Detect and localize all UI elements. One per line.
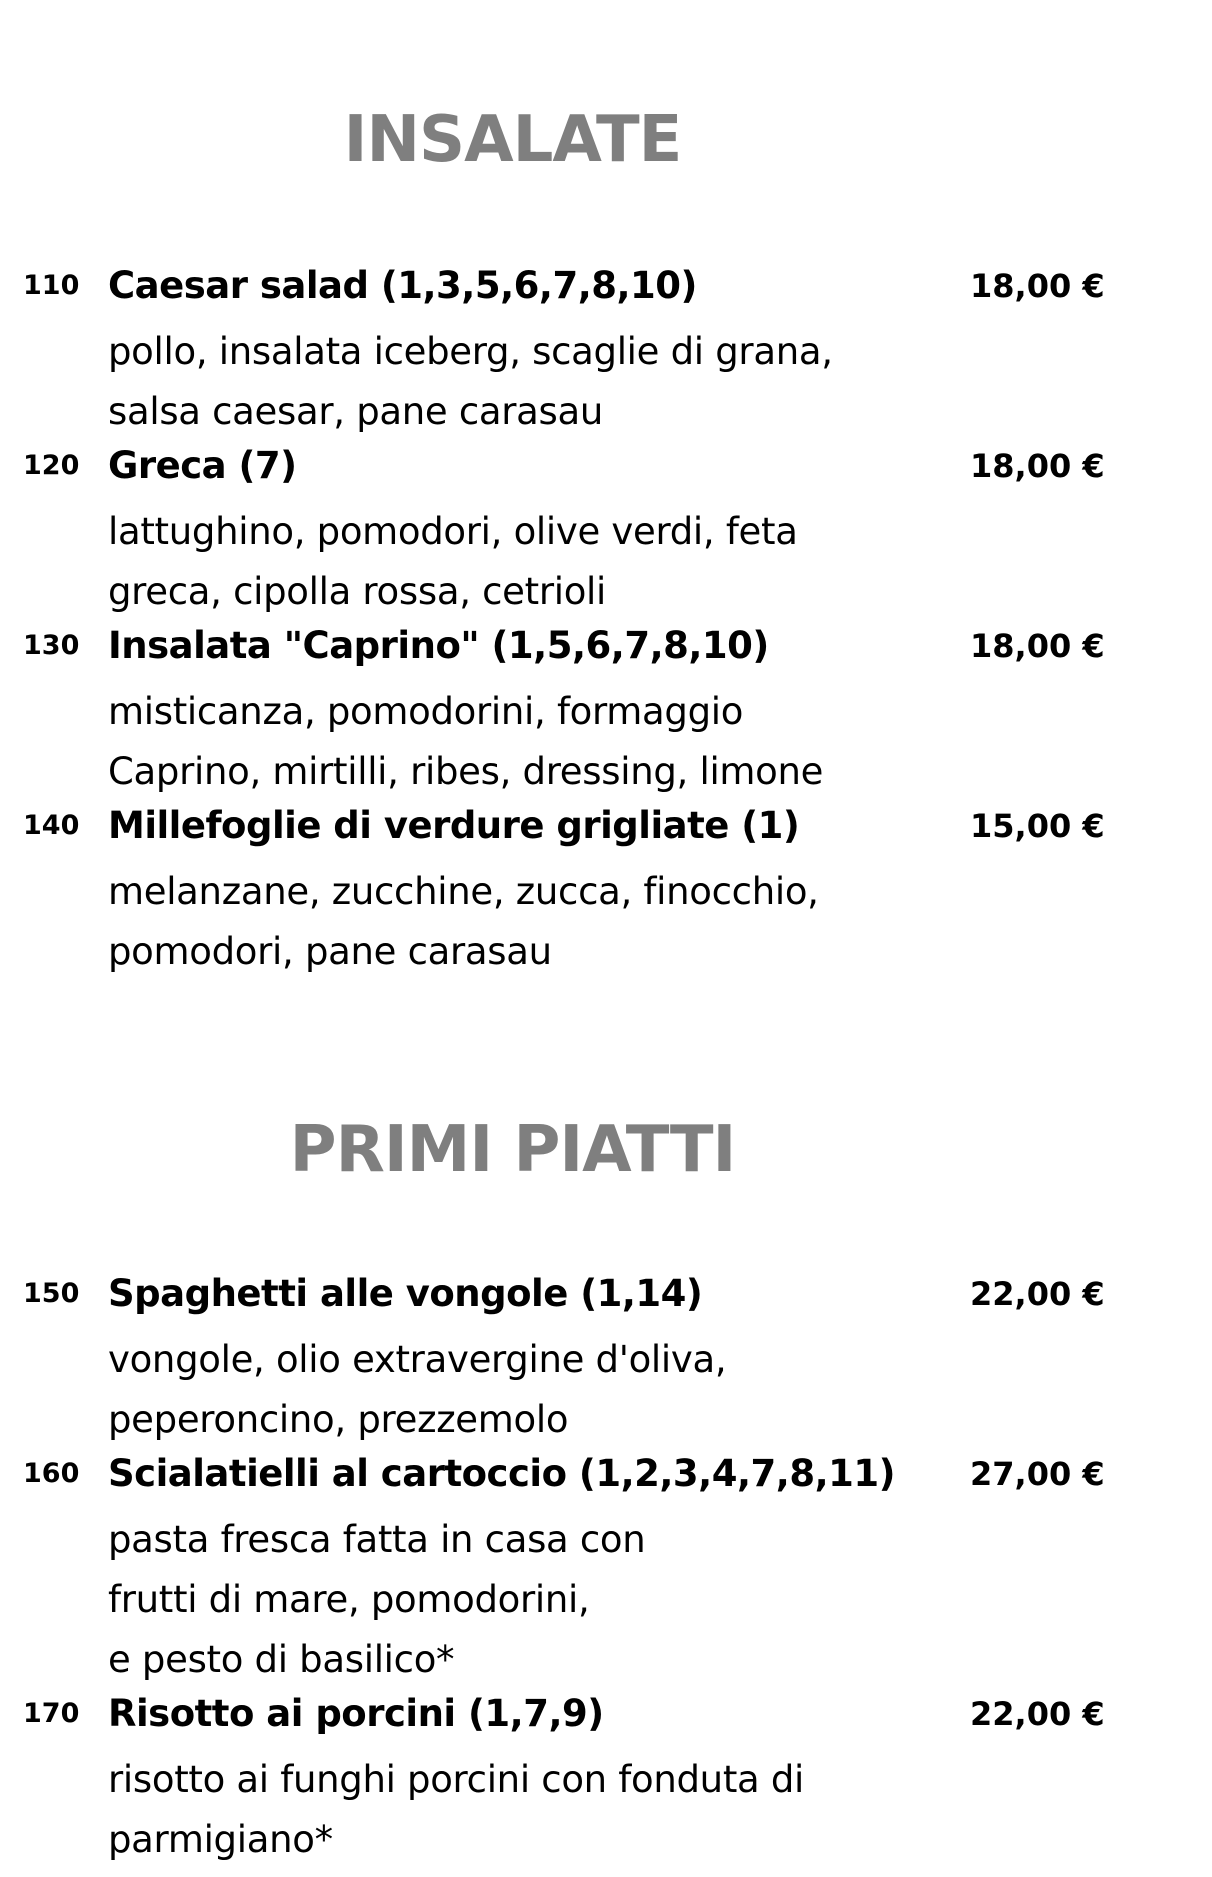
item-name: Caesar salad (1,3,5,6,7,8,10) (108, 264, 697, 307)
item-number: 150 (23, 1278, 80, 1309)
item-number: 130 (23, 630, 80, 661)
description-line: greca, cipolla rossa, cetrioli (108, 570, 607, 613)
item-name: Insalata "Caprino" (1,5,6,7,8,10) (108, 624, 769, 667)
item-description (108, 1510, 868, 1690)
item-price: 27,00 € (970, 1455, 1105, 1493)
item-name: Scialatielli al cartoccio (1,2,3,4,7,8,11) (108, 1452, 896, 1495)
item-price: 18,00 € (970, 447, 1105, 485)
item-number: 120 (23, 450, 80, 481)
description-line: misticanza, pomodorini, formaggio (108, 690, 744, 733)
description-line: pasta fresca fatta in casa con (108, 1518, 646, 1561)
item-number: 170 (23, 1698, 80, 1729)
item-description (108, 1330, 868, 1450)
item-price: 18,00 € (970, 267, 1105, 305)
item-name: Risotto ai porcini (1,7,9) (108, 1692, 604, 1735)
item-name: Spaghetti alle vongole (1,14) (108, 1272, 703, 1315)
item-number: 160 (23, 1458, 80, 1489)
item-description (108, 1750, 868, 1870)
description-line: peperoncino, prezzemolo (108, 1398, 569, 1441)
description-line: lattughino, pomodori, olive verdi, feta (108, 510, 798, 553)
item-number: 110 (23, 270, 80, 301)
description-line: salsa caesar, pane carasau (108, 390, 604, 433)
item-description (108, 502, 868, 622)
description-line: melanzane, zucchine, zucca, finocchio, (108, 870, 819, 913)
description-line: vongole, olio extravergine d'oliva, (108, 1338, 727, 1381)
description-line: Caprino, mirtilli, ribes, dressing, limone (108, 750, 824, 793)
description-line: e pesto di basilico* (108, 1638, 455, 1681)
description-line: risotto ai funghi porcini con fonduta di (108, 1758, 805, 1801)
item-description (108, 682, 868, 802)
description-line: parmigiano* (108, 1818, 333, 1861)
item-price: 15,00 € (970, 807, 1105, 845)
description-line: pomodori, pane carasau (108, 930, 552, 973)
item-description (108, 862, 868, 982)
section-title-primi-piatti: PRIMI PIATTI (289, 1113, 736, 1187)
item-description (108, 322, 868, 442)
description-line: pollo, insalata iceberg, scaglie di grana, (108, 330, 833, 373)
item-price: 22,00 € (970, 1275, 1105, 1313)
section-title-insalate: INSALATE (343, 103, 682, 177)
item-price: 22,00 € (970, 1695, 1105, 1733)
item-name: Greca (7) (108, 444, 297, 487)
item-name: Millefoglie di verdure grigliate (1) (108, 804, 800, 847)
item-number: 140 (23, 810, 80, 841)
description-line: frutti di mare, pomodorini, (108, 1578, 590, 1621)
item-price: 18,00 € (970, 627, 1105, 665)
